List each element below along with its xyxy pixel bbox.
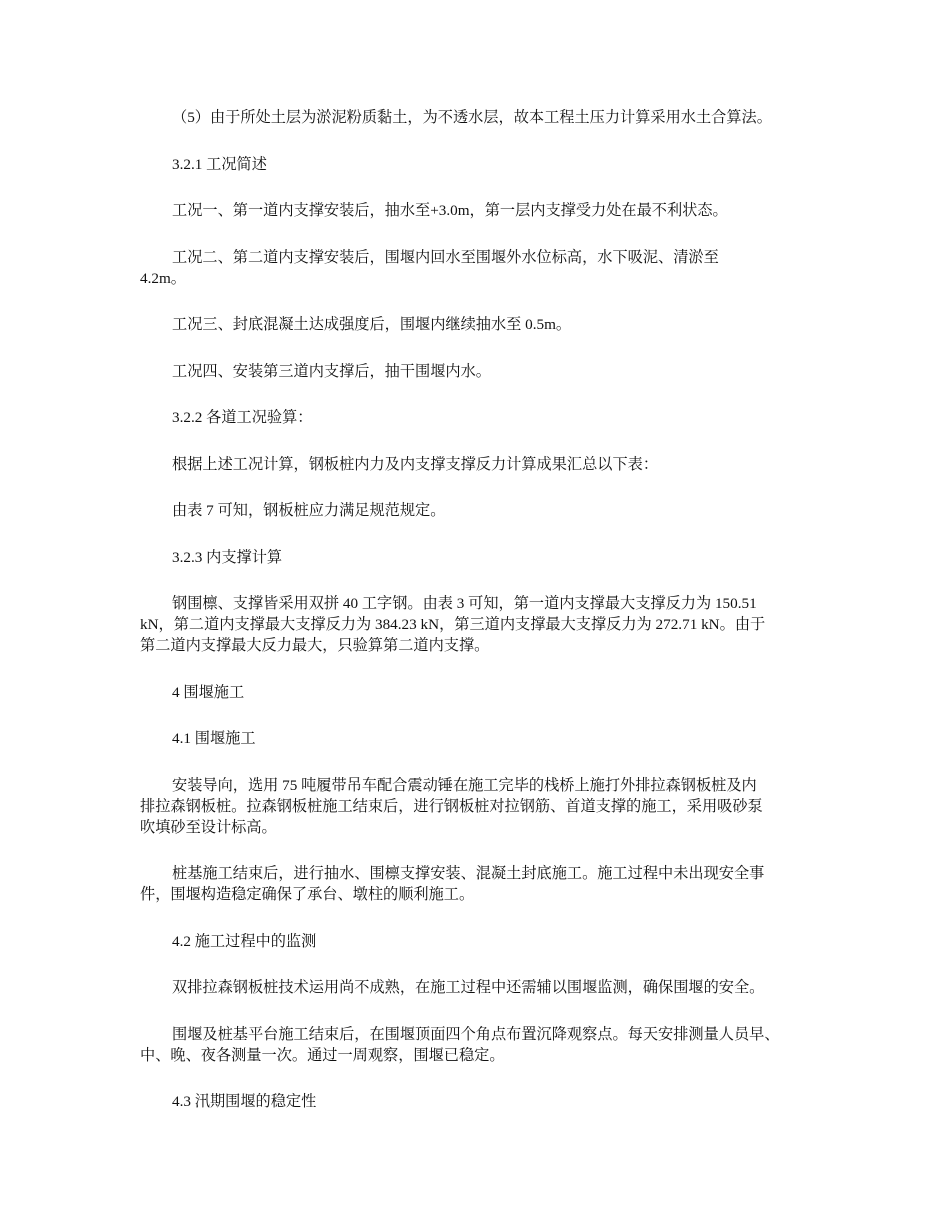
section-heading-h322 xyxy=(140,407,820,428)
section-heading-h41 xyxy=(140,728,820,749)
text-line: （5）由于所处土层为淤泥粉质黏土，为不透水层，故本工程土压力计算采用水土合算法。 xyxy=(172,109,772,126)
text-line: 工况二、第二道内支撑安装后，围堰内回水至围堰外水位标高，水下吸泥、清淤至 xyxy=(172,248,719,266)
document-body xyxy=(140,107,820,1138)
text-line: 围堰及桩基平台施工结束后，在围堰顶面四个角点布置沉降观察点。每天安排测量人员早、 xyxy=(172,1025,780,1043)
paragraph-p12 xyxy=(140,1024,820,1066)
text-line: 钢围檩、支撑皆采用双拼 40 工字钢。由表 3 可知，第一道内支撑最大支撑反力为 150.51 xyxy=(172,595,757,612)
paragraph-p9 xyxy=(140,775,820,838)
paragraph-p5 xyxy=(140,361,820,382)
section-heading-h321 xyxy=(140,154,820,175)
section-heading-h323 xyxy=(140,547,820,568)
section-heading-h42 xyxy=(140,931,820,952)
text-line: 中、晚、夜各测量一次。通过一周观察，围堰已稳定。 xyxy=(140,1046,505,1064)
text-line: 3.2.2 各道工况验算： xyxy=(172,409,313,426)
paragraph-p6 xyxy=(140,454,820,475)
text-line: 由表 7 可知，钢板桩应力满足规范规定。 xyxy=(172,502,446,519)
paragraph-p4 xyxy=(140,314,820,335)
paragraph-p7 xyxy=(140,500,820,521)
paragraph-p11 xyxy=(140,977,820,998)
text-line: 第二道内支撑最大反力最大，只验算第二道内支撑。 xyxy=(140,637,490,654)
text-line: 件，围堰构造稳定确保了承台、墩柱的顺利施工。 xyxy=(140,886,475,903)
paragraph-p3 xyxy=(140,247,820,289)
text-line: 4.2 施工过程中的监测 xyxy=(172,932,317,950)
text-line: 吹填砂至设计标高。 xyxy=(140,818,277,836)
text-line: 4.3 汛期围堰的稳定性 xyxy=(172,1093,317,1110)
text-line: 4.2m。 xyxy=(140,269,186,287)
text-line: 桩基施工结束后，进行抽水、围檩支撑安装、混凝土封底施工。施工过程中未出现安全事 xyxy=(172,865,765,882)
text-line: kN，第二道内支撑最大支撑反力为 384.23 kN，第三道内支撑最大支撑反力为 272.71 kN。由于 xyxy=(140,616,766,633)
text-line: 工况一、第一道内支撑安装后，抽水至+3.0m，第一层内支撑受力处在最不利状态。 xyxy=(172,202,728,219)
text-line: 根据上述工况计算，钢板桩内力及内支撑支撑反力计算成果汇总以下表： xyxy=(172,455,658,473)
text-line: 4.1 围堰施工 xyxy=(172,730,256,747)
section-heading-h4 xyxy=(140,682,820,703)
text-line: 3.2.3 内支撑计算 xyxy=(172,548,283,566)
text-line: 工况三、封底混凝土达成强度后，围堰内继续抽水至 0.5m。 xyxy=(172,316,572,333)
paragraph-p2 xyxy=(140,200,820,221)
section-heading-h43 xyxy=(140,1091,820,1112)
text-line: 3.2.1 工况简述 xyxy=(172,155,267,173)
text-line: 4 围堰施工 xyxy=(172,683,245,701)
paragraph-p10 xyxy=(140,863,820,905)
text-line: 安装导向，选用 75 吨履带吊车配合震动锤在施工完毕的栈桥上施打外排拉森钢板桩及内 xyxy=(172,776,757,794)
paragraph-p1 xyxy=(140,107,820,128)
text-line: 双排拉森钢板桩技术运用尚不成熟，在施工过程中还需辅以围堰监测，确保围堰的安全。 xyxy=(172,979,765,996)
text-line: 工况四、安装第三道内支撑后，抽干围堰内水。 xyxy=(172,362,491,380)
paragraph-p8 xyxy=(140,593,820,656)
text-line: 排拉森钢板桩。拉森钢板桩施工结束后，进行钢板桩对拉钢筋、首道支撑的施工，采用吸砂泵 xyxy=(140,797,763,815)
